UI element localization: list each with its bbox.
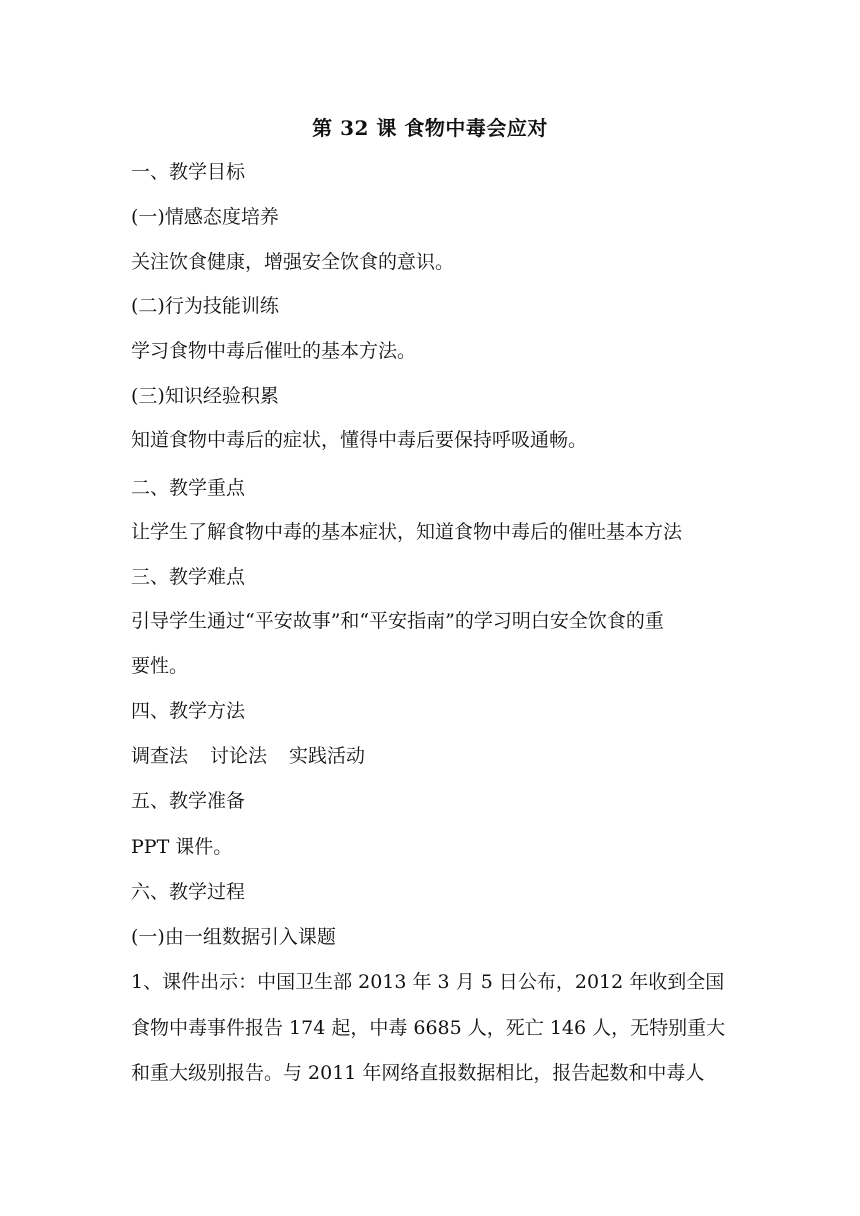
section-heading-preparation: 五、教学准备 (131, 790, 246, 812)
subheading-introduction: (一)由一组数据引入课题 (131, 926, 336, 948)
paragraph-difficulties-line-2: 要性。 (131, 655, 189, 677)
paragraph-skills: 学习食物中毒后催吐的基本方法。 (131, 340, 417, 362)
lesson-title: 第 32 课 食物中毒会应对 (312, 116, 548, 140)
paragraph-difficulties-line-1: 引导学生通过“平安故事”和“平安指南”的学习明白安全饮食的重 (131, 610, 664, 632)
methods-list (131, 742, 741, 770)
section-heading-process: 六、教学过程 (131, 881, 246, 903)
subheading-knowledge: (三)知识经验积累 (131, 385, 279, 407)
method-item: 讨论法 (210, 745, 268, 767)
method-item: 实践活动 (289, 745, 366, 767)
paragraph-data-line-3: 和重大级别报告。与 2011 年网络直报数据相比，报告起数和中毒人 (131, 1062, 705, 1084)
paragraph-data-line-1: 1、课件出示：中国卫生部 2013 年 3 月 5 日公布，2012 年收到全国 (131, 971, 725, 993)
section-heading-difficulties: 三、教学难点 (131, 566, 246, 588)
subheading-skills: (二)行为技能训练 (131, 295, 279, 317)
paragraph-attitude: 关注饮食健康，增强安全饮食的意识。 (131, 251, 455, 273)
paragraph-knowledge: 知道食物中毒后的症状，懂得中毒后要保持呼吸通畅。 (131, 429, 588, 451)
section-heading-objectives: 一、教学目标 (131, 161, 246, 183)
paragraph-data-line-2: 食物中毒事件报告 174 起，中毒 6685 人，死亡 146 人，无特别重大 (131, 1017, 726, 1039)
paragraph-preparation: PPT 课件。 (131, 836, 233, 858)
section-heading-methods: 四、教学方法 (131, 700, 246, 722)
subheading-attitude: (一)情感态度培养 (131, 206, 279, 228)
section-heading-key-points: 二、教学重点 (131, 477, 246, 499)
method-item: 调查法 (131, 745, 189, 767)
paragraph-key-points: 让学生了解食物中毒的基本症状，知道食物中毒后的催吐基本方法 (131, 521, 683, 543)
